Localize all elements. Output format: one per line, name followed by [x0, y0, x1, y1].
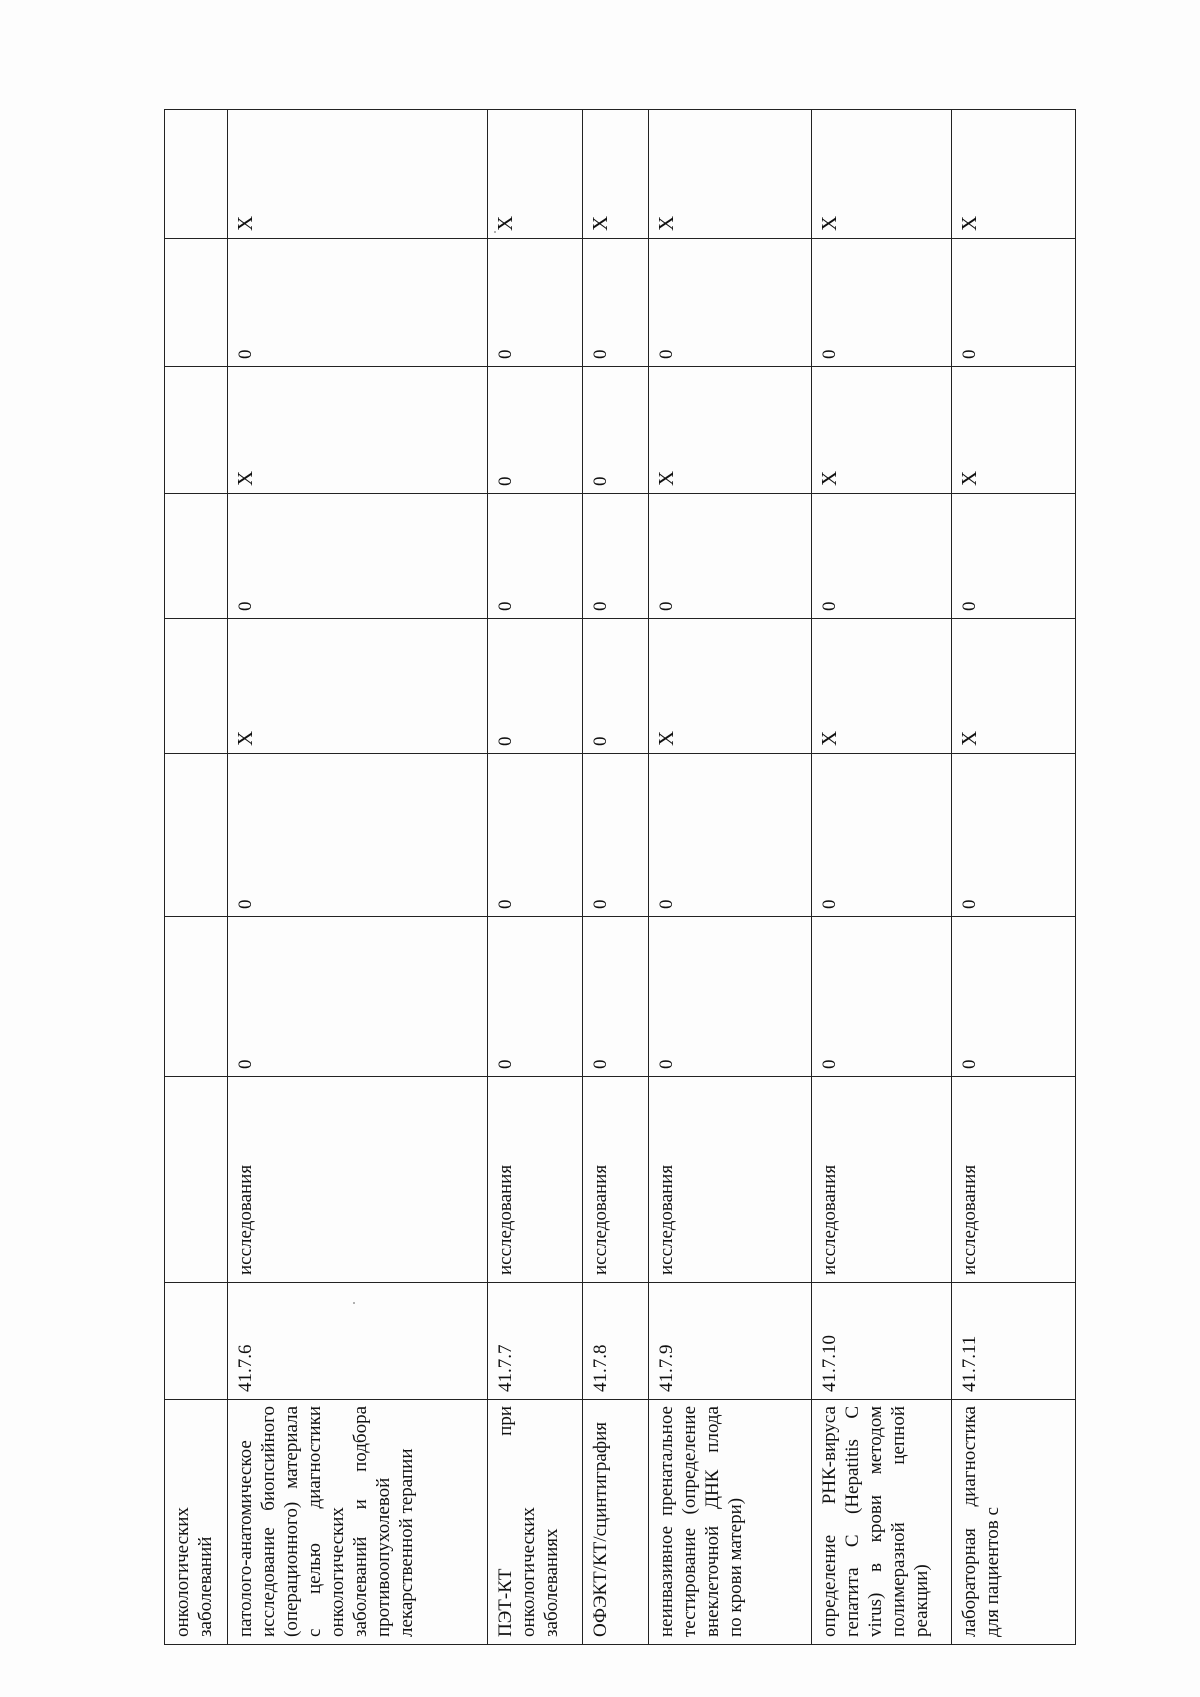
value-cell [649, 619, 812, 754]
value: 0 [495, 476, 516, 486]
value: X [588, 215, 612, 231]
value-cell [812, 239, 952, 367]
value: 0 [819, 349, 840, 359]
value: 0 [590, 601, 611, 611]
value: 0 [495, 899, 516, 909]
value-cell [812, 494, 952, 619]
rotated-table-sheet [164, 110, 1068, 1645]
value: 0 [495, 1059, 516, 1069]
service-name: ПЭТ-КТ при онкологических заболеваниях [495, 1406, 562, 1637]
value: 0 [819, 1059, 840, 1069]
value-cell [583, 917, 649, 1077]
value: X [233, 215, 257, 231]
unit-label: исследования [235, 1164, 256, 1275]
value-cell [488, 110, 583, 239]
value-cell [228, 619, 488, 754]
value-cell [649, 110, 812, 239]
service-name-cell [488, 1400, 583, 1645]
value-cell [952, 110, 1076, 239]
value: 0 [235, 1059, 256, 1069]
value-cell [228, 494, 488, 619]
table-row [583, 110, 649, 1645]
value: 0 [235, 899, 256, 909]
value: 0 [959, 601, 980, 611]
value-cell [165, 110, 228, 239]
service-name: патолого-анатомическое исследование биопсийного (операционного) материала с целью диагностики онкологических заболеваний и подбора противоопухолевой лекарственной терапии [235, 1406, 417, 1637]
value-cell [165, 619, 228, 754]
value: 0 [590, 736, 611, 746]
service-name: ОФЭКТ/КТ/сцинтиграфия [590, 1422, 611, 1637]
value-cell [488, 917, 583, 1077]
value-cell [583, 494, 649, 619]
service-code: 41.7.9 [656, 1344, 677, 1392]
value-cell [583, 619, 649, 754]
value-cell [649, 754, 812, 917]
value-cell [649, 239, 812, 367]
service-code: 41.7.7 [495, 1344, 516, 1392]
value: 0 [235, 349, 256, 359]
service-name: определение РНК-вируса гепатита С (Hepatitis C virus) в крови методом полимеразной цепной реакции) [819, 1406, 932, 1637]
value: 0 [656, 1059, 677, 1069]
value: 0 [590, 476, 611, 486]
value: 0 [959, 349, 980, 359]
value-cell [649, 917, 812, 1077]
value: 0 [656, 899, 677, 909]
value: X [654, 730, 678, 746]
value: 0 [959, 899, 980, 909]
value-cell [165, 367, 228, 494]
value-cell [952, 494, 1076, 619]
value-cell [488, 619, 583, 754]
value-cell [952, 239, 1076, 367]
value: 0 [590, 1059, 611, 1069]
value-cell [488, 494, 583, 619]
table-row [952, 110, 1076, 1645]
value: X [957, 730, 981, 746]
table-row [812, 110, 952, 1645]
value-cell [228, 110, 488, 239]
value-cell [488, 754, 583, 917]
table-row [228, 110, 488, 1645]
scan-speck [494, 231, 496, 233]
value-cell [812, 619, 952, 754]
value: 0 [235, 601, 256, 611]
unit-cell [952, 1077, 1076, 1283]
value-cell [583, 367, 649, 494]
code-cell [488, 1283, 583, 1400]
unit-label: исследования [656, 1164, 677, 1275]
service-name: онкологических заболеваний [172, 1507, 216, 1637]
value-cell [228, 917, 488, 1077]
service-name-cell [228, 1400, 488, 1645]
value-cell [952, 917, 1076, 1077]
code-cell [228, 1283, 488, 1400]
value: X [957, 470, 981, 486]
value-cell [952, 619, 1076, 754]
service-name-cell [952, 1400, 1076, 1645]
service-name-cell [165, 1400, 228, 1645]
value: X [233, 730, 257, 746]
value: X [493, 215, 517, 231]
service-name-cell [649, 1400, 812, 1645]
service-code: 41.7.6 [235, 1344, 256, 1392]
code-cell [583, 1283, 649, 1400]
value-cell [649, 367, 812, 494]
value-cell [812, 367, 952, 494]
unit-cell [228, 1077, 488, 1283]
code-cell [649, 1283, 812, 1400]
scan-speck [353, 1302, 355, 1304]
value: X [817, 215, 841, 231]
table-row [165, 110, 228, 1645]
service-name: неинвазивное пренатальное тестирование (определение внеклеточной ДНК плода по крови матери) [656, 1406, 746, 1637]
value: 0 [590, 899, 611, 909]
value-cell [812, 110, 952, 239]
value-cell [165, 494, 228, 619]
unit-label: исследования [495, 1164, 516, 1275]
unit-label: исследования [819, 1164, 840, 1275]
value: 0 [590, 349, 611, 359]
value-cell [812, 754, 952, 917]
value-cell [228, 754, 488, 917]
value-cell [583, 110, 649, 239]
value: 0 [495, 349, 516, 359]
table-row [649, 110, 812, 1645]
value-cell [165, 754, 228, 917]
table-row [488, 110, 583, 1645]
value-cell [228, 239, 488, 367]
code-cell [812, 1283, 952, 1400]
code-cell [165, 1283, 228, 1400]
value: X [654, 470, 678, 486]
value-cell [228, 367, 488, 494]
value: X [817, 470, 841, 486]
unit-cell [488, 1077, 583, 1283]
value: 0 [819, 899, 840, 909]
value: 0 [656, 349, 677, 359]
value-cell [488, 239, 583, 367]
value: X [654, 215, 678, 231]
value-cell [649, 494, 812, 619]
value-cell [583, 239, 649, 367]
unit-cell [812, 1077, 952, 1283]
unit-cell [165, 1077, 228, 1283]
value: 0 [656, 601, 677, 611]
service-code: 41.7.10 [819, 1335, 840, 1392]
service-code: 41.7.8 [590, 1344, 611, 1392]
services-table [164, 109, 1076, 1645]
value: 0 [495, 601, 516, 611]
value: 0 [495, 736, 516, 746]
value-cell [488, 367, 583, 494]
service-name: лабораторная диагностика для пациентов с [959, 1406, 1003, 1637]
value-cell [583, 754, 649, 917]
value-cell [165, 239, 228, 367]
service-name-cell [812, 1400, 952, 1645]
unit-cell [649, 1077, 812, 1283]
value: 0 [819, 601, 840, 611]
unit-cell [583, 1077, 649, 1283]
service-name-cell [583, 1400, 649, 1645]
value-cell [165, 917, 228, 1077]
value: 0 [959, 1059, 980, 1069]
unit-label: исследования [959, 1164, 980, 1275]
value-cell [812, 917, 952, 1077]
value: X [233, 470, 257, 486]
service-code: 41.7.11 [959, 1335, 980, 1392]
code-cell [952, 1283, 1076, 1400]
value: X [957, 215, 981, 231]
unit-label: исследования [590, 1164, 611, 1275]
value-cell [952, 754, 1076, 917]
value-cell [952, 367, 1076, 494]
value: X [817, 730, 841, 746]
